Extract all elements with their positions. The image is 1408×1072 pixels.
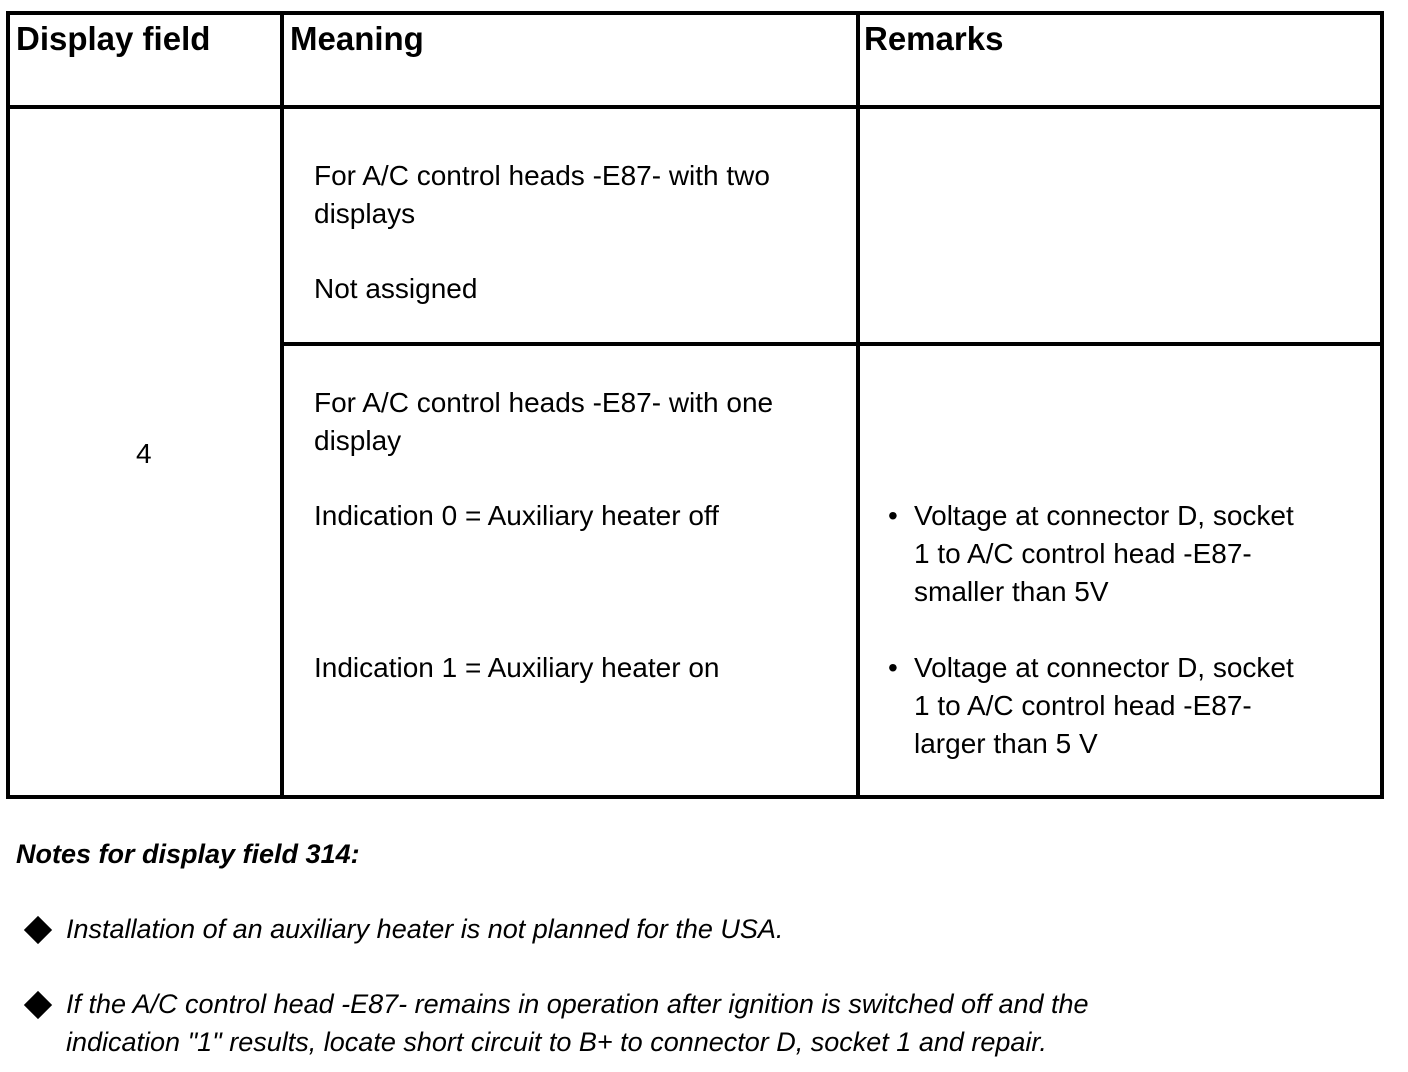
header-divider: [10, 105, 1380, 109]
one-display-title-line1: For A/C control heads -E87- with one: [314, 387, 774, 418]
one-display-title-line2: display: [314, 425, 402, 456]
remark-0-line3: smaller than 5V: [914, 576, 1109, 607]
two-displays-title-line1: For A/C control heads -E87- with two: [314, 160, 770, 191]
note-text: [66, 910, 1306, 948]
remark-1-line1: Voltage at connector D, socket: [914, 652, 1294, 683]
two-displays-value: Not assigned: [314, 273, 478, 304]
display-field-value: 4: [136, 438, 152, 469]
header-meaning: Meaning: [290, 20, 424, 57]
two-displays-title-line2: displays: [314, 198, 416, 229]
remark-1-line3: larger than 5 V: [914, 728, 1098, 759]
remark-0-line1: Voltage at connector D, socket: [914, 500, 1294, 531]
header-display-field: Display field: [16, 20, 211, 57]
column-divider-2: [856, 15, 860, 795]
note-2-line2: indication "1" results, locate short circuit to B+ to connector D, socket 1 and repair.: [66, 1027, 1047, 1057]
column-divider-1: [280, 15, 284, 795]
row-divider: [284, 342, 1380, 346]
diamond-bullet-icon: [24, 991, 52, 1019]
note-text: [66, 985, 1306, 1061]
remark-0-text: [914, 497, 1354, 611]
bullet-icon: •: [888, 652, 898, 683]
notes-title: Notes for display field 314:: [16, 839, 360, 869]
display-field-table: [6, 11, 1384, 799]
remark-0-line2: 1 to A/C control head -E87-: [914, 538, 1252, 569]
remark-1-text: [914, 649, 1354, 763]
remark-1-line2: 1 to A/C control head -E87-: [914, 690, 1252, 721]
note-2-line1: If the A/C control head -E87- remains in operation after ignition is switched off and the: [66, 989, 1089, 1019]
diamond-bullet-icon: [24, 916, 52, 944]
indication-0: Indication 0 = Auxiliary heater off: [314, 500, 719, 531]
indication-1: Indication 1 = Auxiliary heater on: [314, 652, 720, 683]
note-1-line1: Installation of an auxiliary heater is not planned for the USA.: [66, 914, 784, 944]
bullet-icon: •: [888, 500, 898, 531]
header-remarks: Remarks: [864, 20, 1004, 57]
